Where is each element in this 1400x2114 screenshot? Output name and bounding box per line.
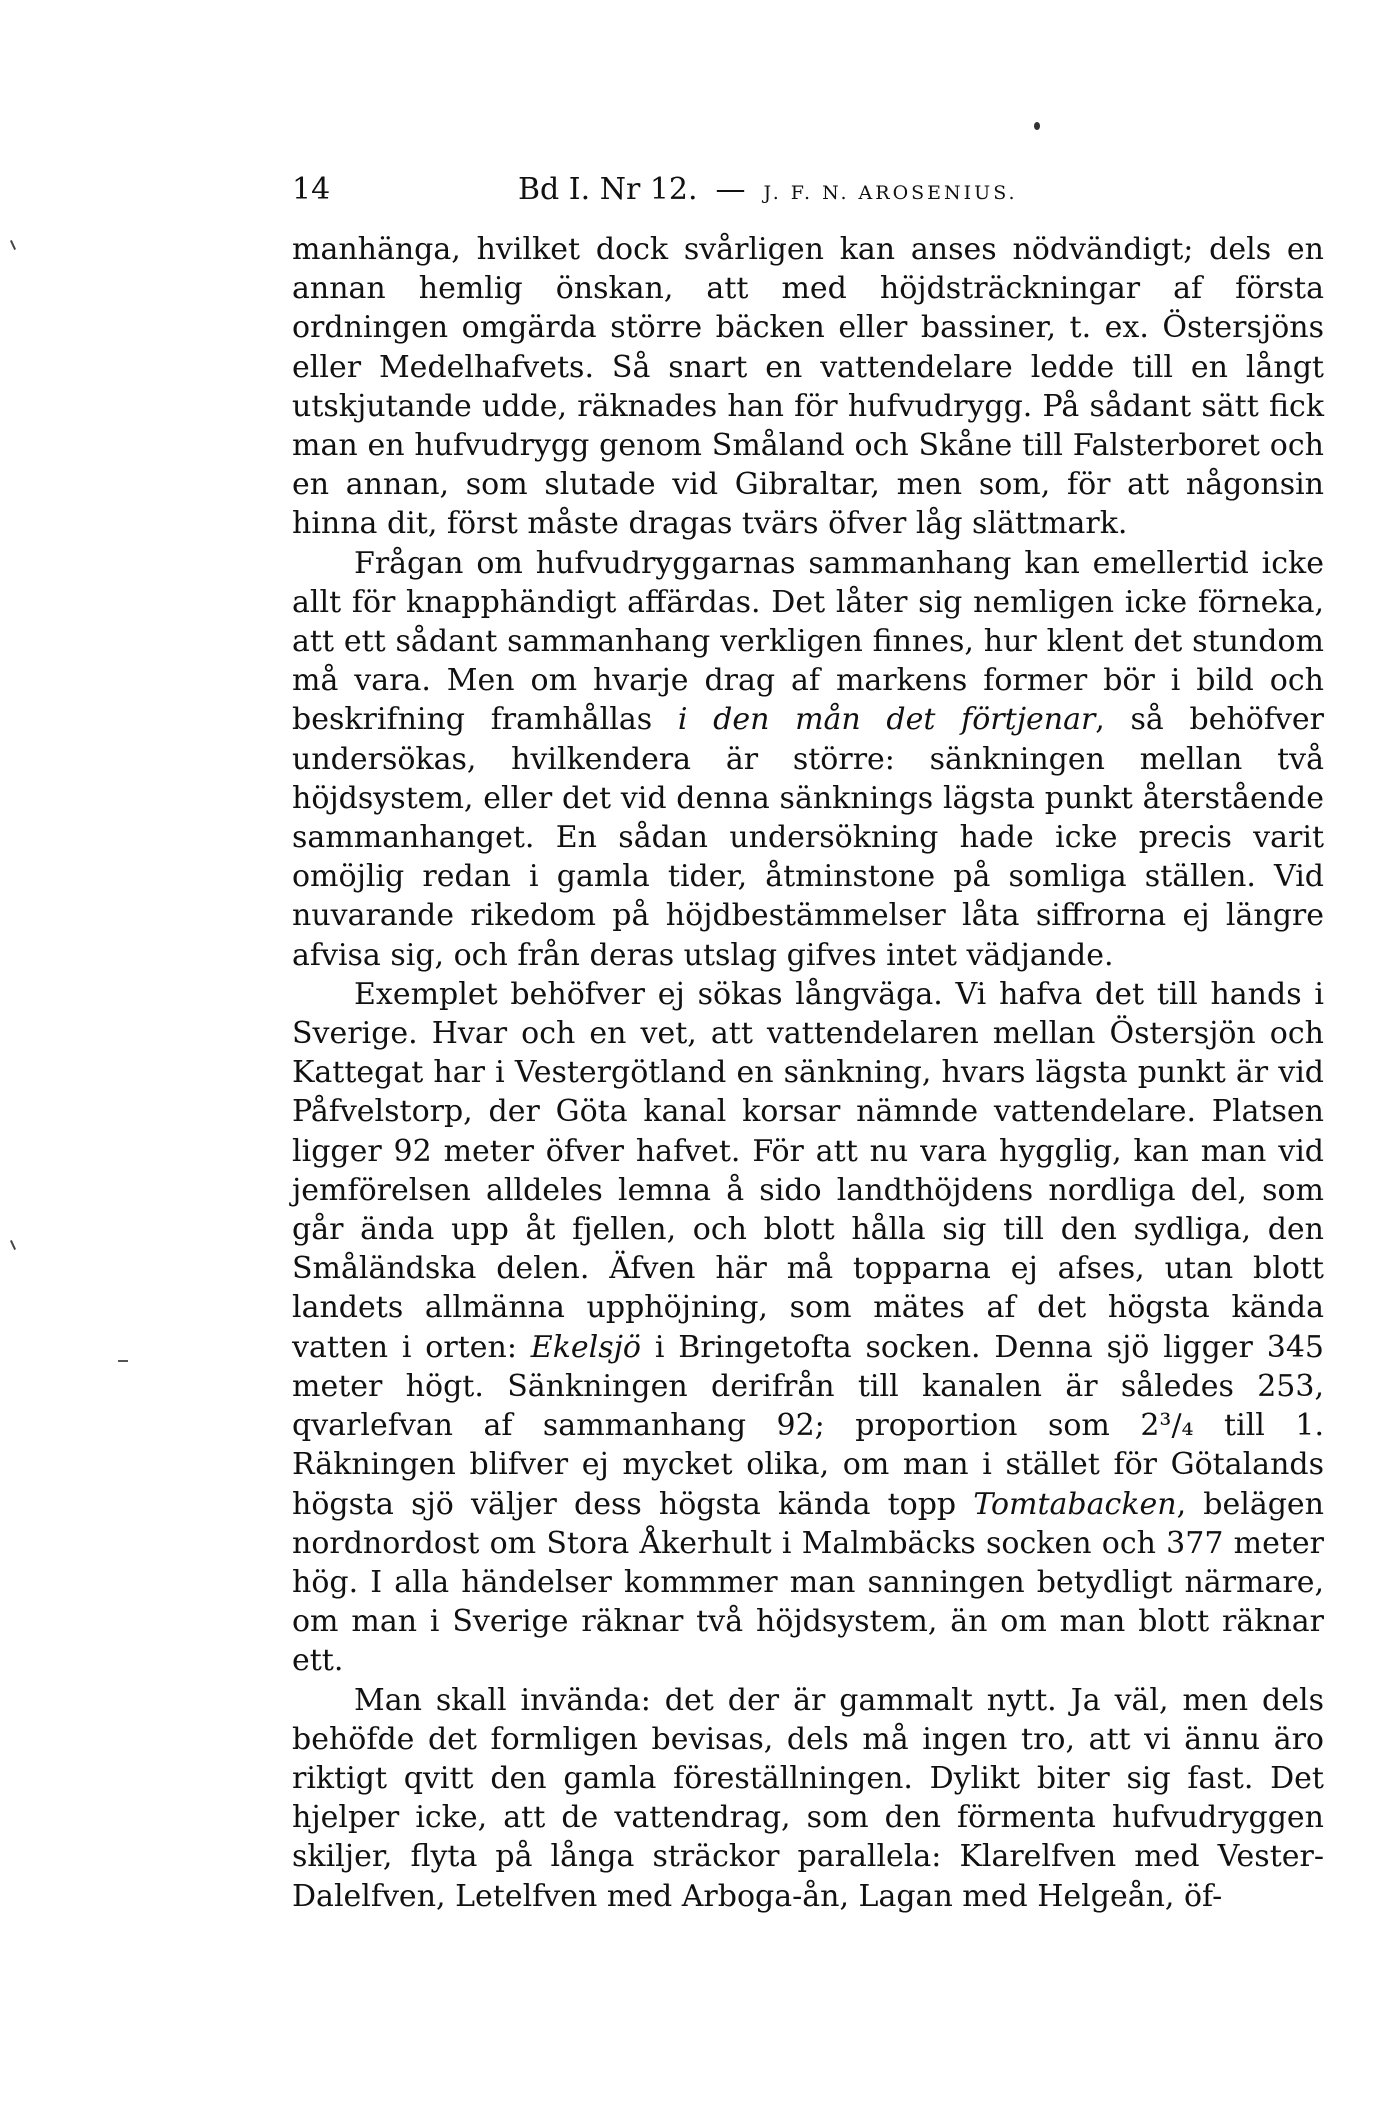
volume-number: Bd I. Nr 12.	[518, 172, 698, 207]
stray-margin-mark	[118, 1360, 128, 1362]
header-separator: —	[715, 172, 746, 207]
paragraph: Man skall invända: det der är gammalt nytt. Ja väl, men dels behöfde det formligen bevisas, dels må ingen tro, att vi ännu äro riktigt qvitt den gamla föreställningen. Dylikt biter sig fast. Det hjelper icke, att de vattendrag, som den förmenta hufvudryggen skiljer, flyta på långa sträckor parallela: Klarelfven med Vester-Dalelfven, Letelfven med Arboga-ån, Lagan med Helgeån, öf-	[292, 1682, 1324, 1914]
stray-margin-mark	[10, 240, 16, 250]
author-name: J. F. N. AROSENIUS.	[763, 182, 1018, 204]
body-text	[292, 230, 1324, 1916]
page-number: 14	[292, 172, 331, 207]
place-name: Tomtabacken	[973, 1486, 1177, 1522]
paragraph-text: i Bringetofta socken. Denna sjö ligger 345 meter högt. Sänkningen derifrån till kanalen är således 253, qvarlefvan af sammanhang 92; proportion som 2³/₄ till 1. Räkningen blifver ej mycket olika, om man i stället för Götalands högsta sjö väljer dess högsta kända topp	[292, 1329, 1324, 1522]
emphasis-text: i den mån det förtjenar	[677, 702, 1096, 738]
stray-ink-dot	[1034, 122, 1040, 130]
paragraph-text: Exemplet behöfver ej sökas långväga. Vi hafva det till hands i Sverige. Hvar och en vet, att vattendelaren mellan Östersjön och Kattegat har i Vestergötland en sänkning, hvars lägsta punkt är vid Påfvelstorp, der Göta kanal korsar nämnde vattendelare. Platsen ligger 92 meter öfver hafvet. För att nu vara hygglig, kan man vid jemförelsen alldeles lemna å sido landthöjdens nordliga del, som går ända upp åt fjellen, och blott hålla sig till den sydliga, den Småländska delen. Äfven här må topparna ej afses, utan blott landets allmänna upphöjning, som mätes af det högsta kända vatten i orten:	[292, 976, 1324, 1365]
paragraph-text: Frågan om hufvudryggarnas sammanhang kan emellertid icke allt för knapphändigt affärdas. Det låter sig nemligen icke förneka, att ett sådant sammanhang verkligen finnes, hur klent det stundom må vara. Men om hvarje drag af markens former bör i bild och beskrifning framhållas	[292, 545, 1324, 738]
paragraph-text: , så behöfver undersökas, hvilkendera är större: sänkningen mellan två höjdsystem, eller det vid denna sänknings lägsta punkt återstående sammanhanget. En sådan undersökning hade icke precis varit omöjlig redan i gamla tider, åtminstone på somliga ställen. Vid nuvarande rikedom på höjdbestämmelser låta siffrorna ej längre afvisa sig, och från deras utslag gifves intet vädjande.	[292, 702, 1324, 973]
paragraph-text: , belägen nordnordost om Stora Åkerhult i Malmbäcks socken och 377 meter hög. I alla händelser kommmer man sanningen betydligt närmare, om man i Sverige räknar två höjdsystem, än om man blott räknar ett.	[292, 1486, 1324, 1679]
paragraph: manhänga, hvilket dock svårligen kan anses nödvändigt; dels en annan hemlig önskan, att med höjdsträckningar af första ordningen omgärda större bäcken eller bassiner, t. ex. Östersjöns eller Medelhafvets. Så snart en vattendelare ledde till en långt utskjutande udde, räknades han för hufvudrygg. På sådant sätt fick man en hufvudrygg genom Småland och Skåne till Falsterboret och en annan, som slutade vid Gibraltar, men som, för att någonsin hinna dit, först måste dragas tvärs öfver låg slättmark.	[292, 232, 1324, 542]
page	[292, 172, 1324, 1916]
paragraph	[292, 975, 1324, 1681]
running-header	[292, 172, 1324, 216]
paragraph	[292, 544, 1324, 975]
stray-margin-mark	[10, 1240, 16, 1250]
place-name: Ekelsjö	[530, 1329, 641, 1365]
